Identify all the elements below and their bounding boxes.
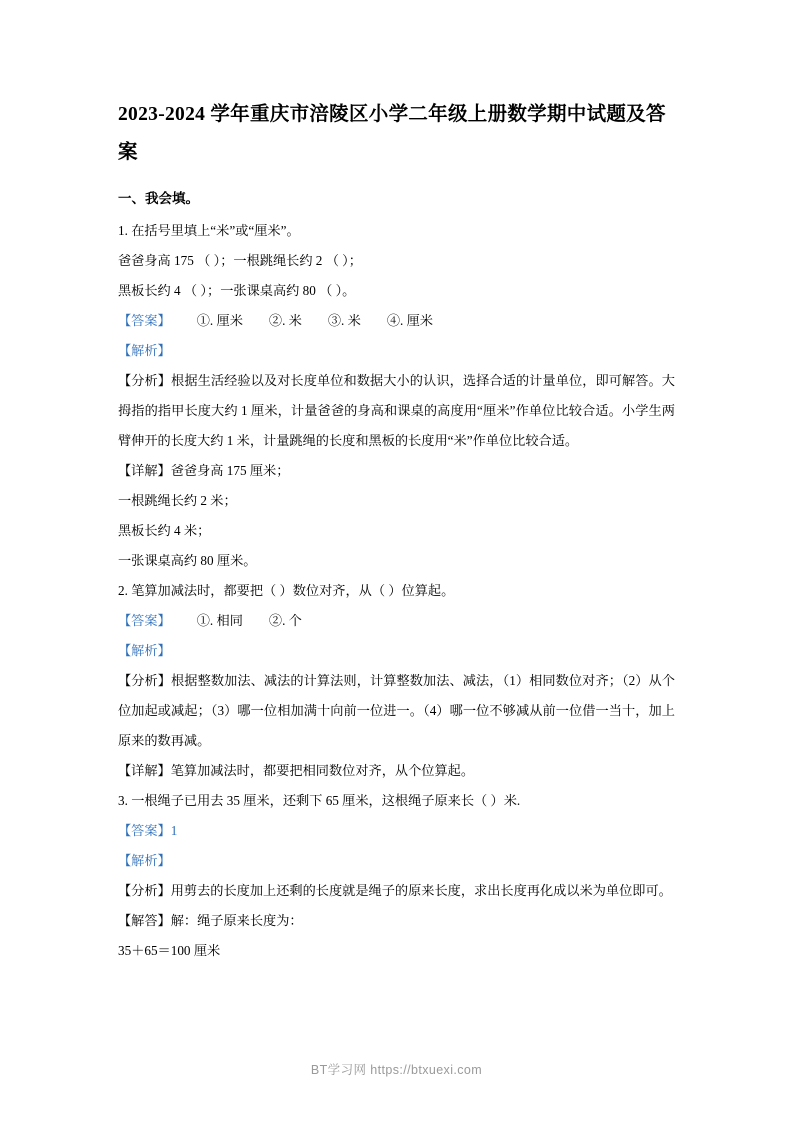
question-subline: 爸爸身高 175 （ ）；一根跳绳长约 2 （ ）； bbox=[118, 253, 362, 268]
detail-text: 黑板长约 4 米； bbox=[118, 523, 211, 538]
page-title: 2023-2024 学年重庆市涪陵区小学二年级上册数学期中试题及答案 bbox=[118, 104, 666, 163]
answer-item: ①. 相同 bbox=[196, 613, 243, 628]
question-stem: 1. 在括号里填上“米”或“厘米”。 bbox=[118, 223, 300, 238]
analysis-tag: 【解析】 bbox=[118, 343, 171, 358]
answer-items bbox=[197, 306, 459, 336]
detail-text: 【解答】解：绳子原来长度为： bbox=[118, 913, 303, 928]
question-subline: 黑板长约 4 （ ）；一张课桌高约 80 （ ）。 bbox=[118, 283, 356, 298]
analysis-tag: 【解析】 bbox=[118, 643, 171, 658]
analysis-text: 【分析】根据生活经验以及对长度单位和数据大小的认识，选择合适的计量单位，即可解答。大拇指的指甲长度大约 1 厘米，计量爸爸的身高和课桌的高度用“厘米”作单位比较合适。小学生两臂伸开的长度大约 1 米，计量跳绳的长度和黑板的长度用“米”作单位比较合适。 bbox=[118, 373, 675, 448]
answer-item: ③. 米 bbox=[327, 313, 361, 328]
answer-tag: 【答案】1 bbox=[118, 823, 178, 838]
answer-tag: 【答案】 bbox=[118, 613, 171, 628]
detail-text: 【详解】爸爸身高 175 厘米； bbox=[118, 463, 290, 478]
section-heading: 一、我会填。 bbox=[118, 191, 199, 206]
answer-item: ④. 厘米 bbox=[386, 313, 433, 328]
analysis-tag: 【解析】 bbox=[118, 853, 171, 868]
answer-item: ②. 个 bbox=[268, 613, 302, 628]
page-footer: BT学习网 https://btxuexi.com bbox=[310, 1063, 483, 1077]
detail-text: 一张课桌高约 80 厘米。 bbox=[118, 553, 257, 568]
detail-text: 【详解】笔算加减法时，都要把相同数位对齐，从个位算起。 bbox=[118, 763, 475, 778]
answer-items bbox=[197, 606, 328, 636]
answer-row bbox=[118, 306, 675, 336]
question-stem: 3. 一根绳子已用去 35 厘米，还剩下 65 厘米，这根绳子原来长（ ）米. bbox=[118, 793, 521, 808]
answer-item: ①. 厘米 bbox=[196, 313, 243, 328]
detail-text: 35＋65＝100 厘米 bbox=[118, 943, 221, 958]
question-stem: 2. 笔算加减法时，都要把（ ）数位对齐，从（ ）位算起。 bbox=[118, 583, 455, 598]
analysis-text: 【分析】用剪去的长度加上还剩的长度就是绳子的原来长度，求出长度再化成以米为单位即可。 bbox=[118, 883, 672, 898]
answer-row bbox=[118, 606, 675, 636]
detail-text: 一根跳绳长约 2 米； bbox=[118, 493, 237, 508]
analysis-text: 【分析】根据整数加法、减法的计算法则，计算整数加法、减法，（1）相同数位对齐；（2）从个位加起或减起；（3）哪一位相加满十向前一位进一。（4）哪一位不够减从前一位借一当十，加上原来的数再减。 bbox=[118, 673, 675, 748]
answer-item: ②. 米 bbox=[268, 313, 302, 328]
answer-tag: 【答案】 bbox=[118, 313, 171, 328]
